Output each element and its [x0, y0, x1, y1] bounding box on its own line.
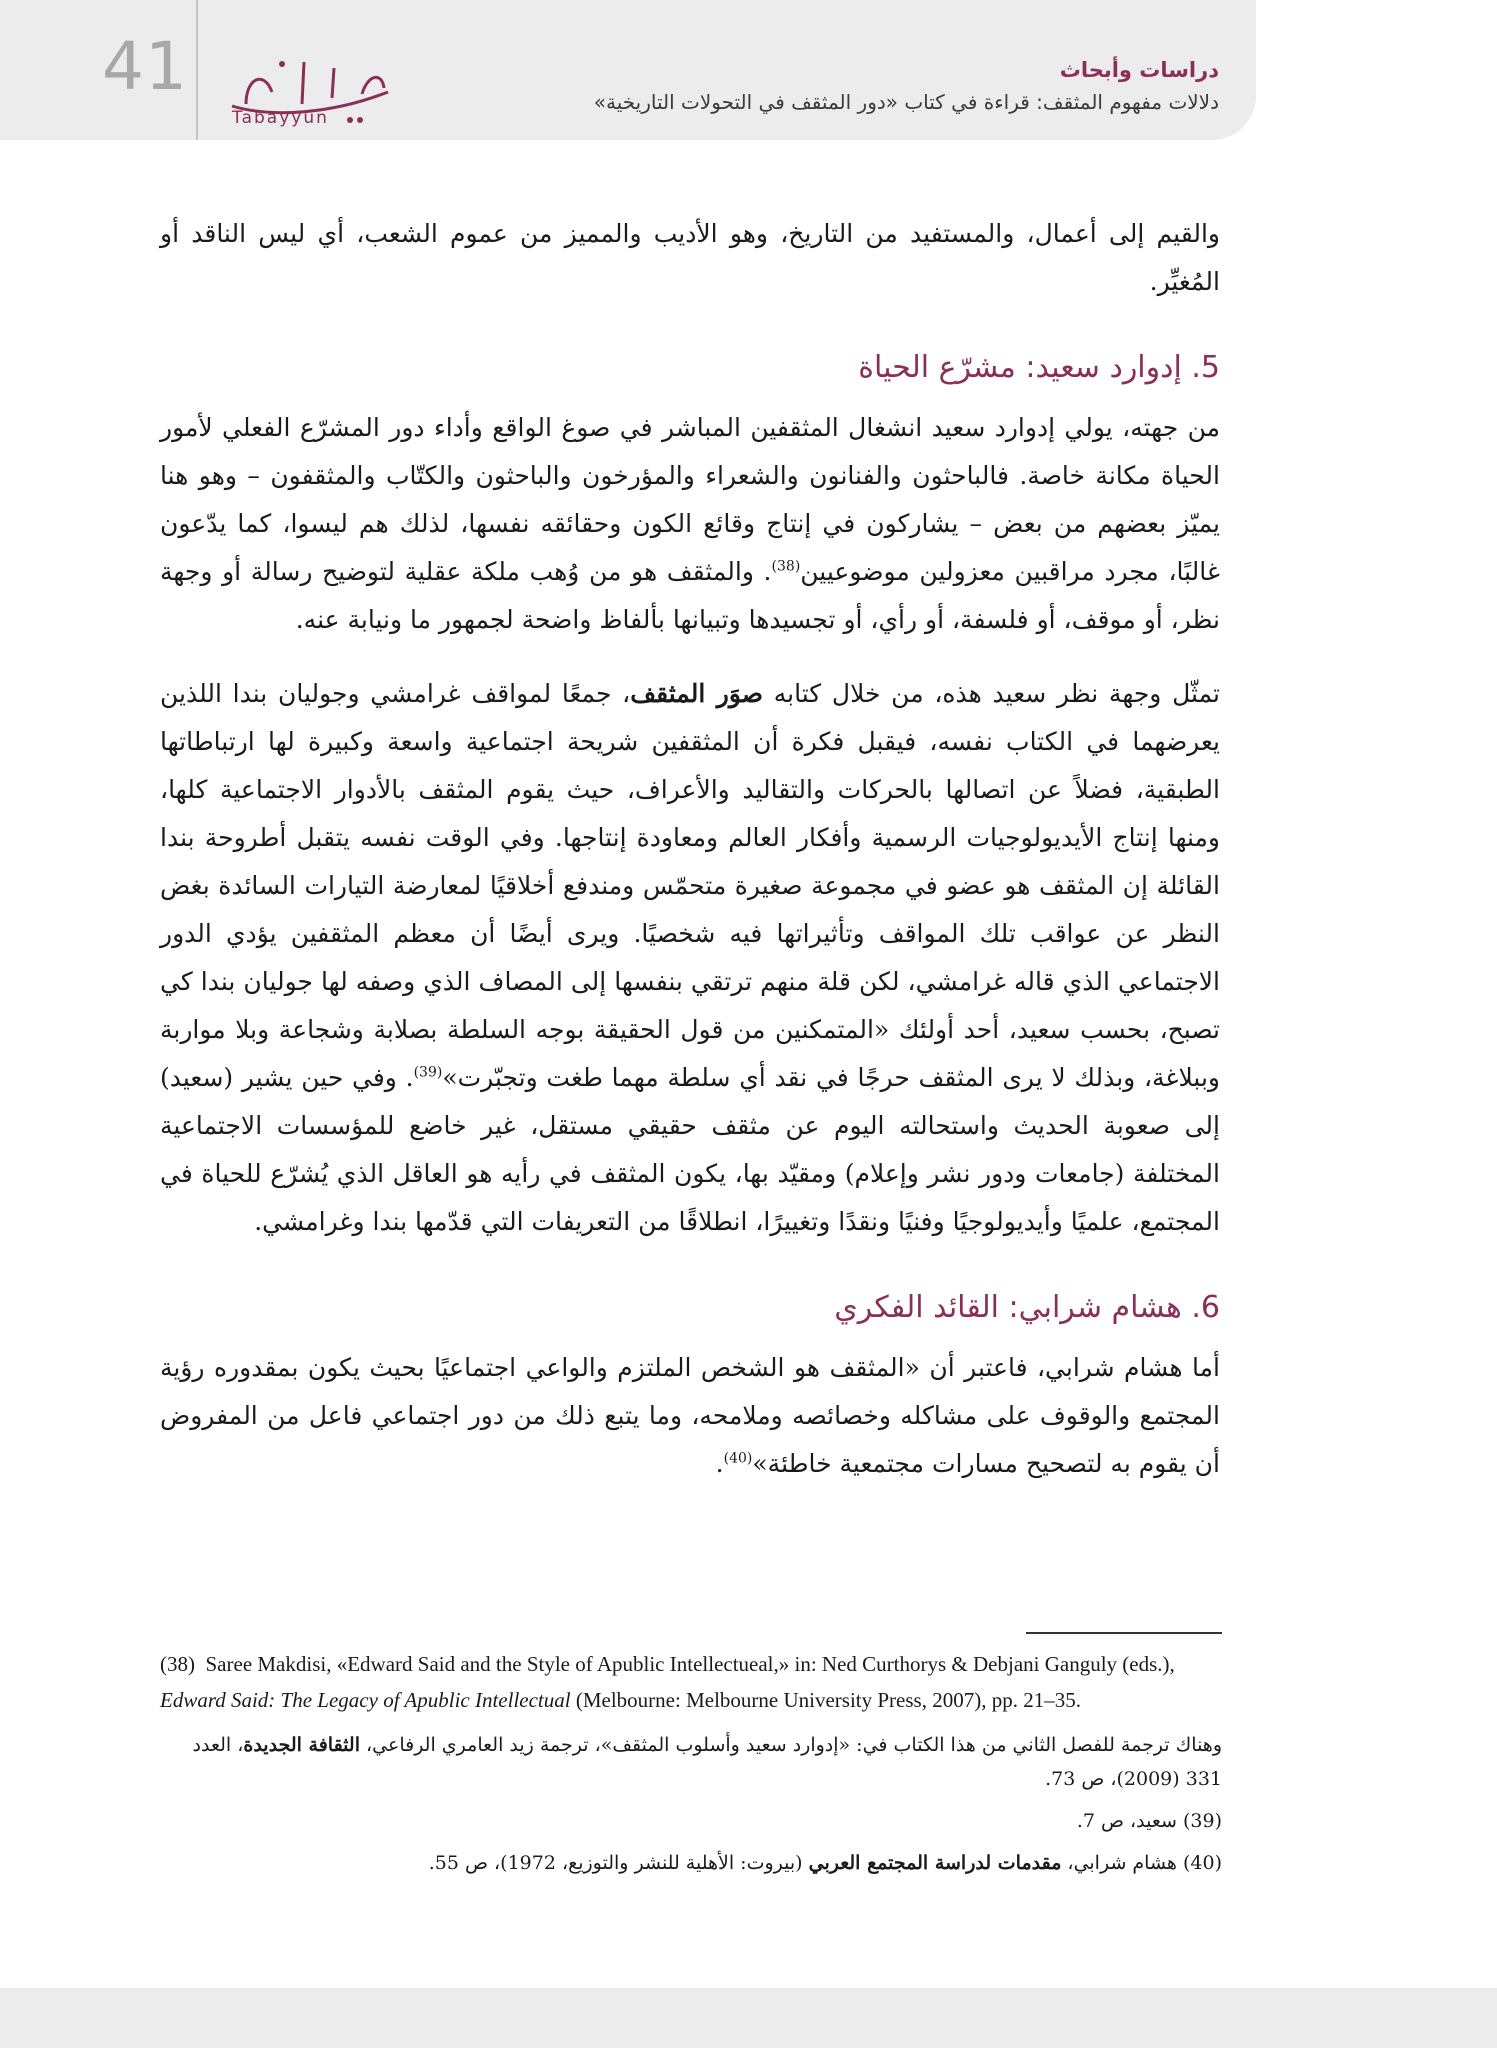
paragraph-text: أما هشام شرابي، فاعتبر أن «المثقف هو الشخص الملتزم والواعي اجتماعيًا بحيث يكون بمقدوره رؤية المجتمع والوقوف على مشاكله وخصائصه وملامحه، وما يتبع ذلك من دور اجتماعي فاعل من المفروض أن يقوم به لتصحيح مسارات مجتمعية خاطئة»	[160, 1353, 1220, 1478]
paragraph-text: تمثّل وجهة نظر سعيد هذه، من خلال كتابه	[763, 679, 1220, 708]
footnote-40	[160, 1846, 1222, 1880]
header-divider	[196, 0, 198, 140]
footnote-38	[160, 1646, 1222, 1718]
footnote-journal-title: الثقافة الجديدة	[243, 1734, 360, 1756]
running-title: دلالات مفهوم المثقف: قراءة في كتاب «دور المثقف في التحولات التاريخية»	[593, 90, 1219, 114]
paragraph-text: .	[715, 1449, 724, 1478]
footnote-text: (بيروت: الأهلية للنشر والتوزيع، 1972)، ص 55.	[428, 1852, 809, 1874]
footnote-text: (Melbourne: Melbourne University Press, 2007), pp. 21–35.	[570, 1688, 1081, 1712]
section-label: دراسات وأبحاث	[1059, 58, 1219, 82]
paragraph-text: . وفي حين يشير (سعيد) إلى صعوبة الحديث واستحالته اليوم عن مثقف حقيقي مستقل، غير خاضع للمؤسسات الاجتماعية المختلفة (جامعات ودور نشر وإعلام) ومقيّد بها، يكون المثقف في رأيه هو العاقل الذي يُشرّع للحياة في المجتمع، علميًا وأيديولوجيًا وفنيًا ونقدًا وتغييرًا، انطلاقًا من التعريفات التي قدّمها بندا وغرامشي.	[160, 1063, 1220, 1236]
footnote-book-title: مقدمات لدراسة المجتمع العربي	[808, 1852, 1062, 1874]
footnote-number: (38)	[160, 1652, 195, 1676]
footnotes	[160, 1646, 1222, 1888]
footer-band	[0, 1988, 1497, 2048]
footnote-ref-39[interactable]: (39)	[413, 1064, 443, 1081]
page-number: 41	[102, 28, 188, 105]
paragraph-said-2	[160, 670, 1220, 1246]
footnote-38-arabic	[160, 1728, 1222, 1796]
section-heading-5: 5. إدوارد سعيد: مشرّع الحياة	[858, 350, 1220, 385]
paragraph-said-1	[160, 404, 1220, 644]
footnote-ref-38[interactable]: (38)	[771, 558, 801, 575]
paragraph-text: من جهته، يولي إدوارد سعيد انشغال المثقفين المباشر في صوغ الواقع وأداء دور المشرّع الفعلي لأمور الحياة مكانة خاصة. فالباحثون والفنانون والشعراء والمؤرخون والباحثون والكتّاب والمثقفون – وهو هنا يميّز بعضهم من بعض – يشاركون في إنتاج وقائع الكون وحقائقه نفسها، لذلك هم ليسوا، كما يدّعون غالبًا، مجرد مراقبين معزولين موضوعيين	[160, 413, 1220, 586]
paragraph-text: ، جمعًا لمواقف غرامشي وجوليان بندا اللذين يعرضهما في الكتاب نفسه، فيقبل فكرة أن المثقفين شريحة اجتماعية واسعة وكبيرة لها ارتباطاتها الطبقية، فضلاً عن اتصالها بالحركات والتقاليد والأعراف، حيث يقوم المثقف بالأدوار الاجتماعية كلها، ومنها إنتاج الأيديولوجيات الرسمية وأفكار العالم ومعاودة إنتاجها. وفي الوقت نفسه يتقبل أطروحة بندا القائلة إن المثقف هو عضو في مجموعة صغيرة متحمّس ومندفع أخلاقيًا لمعارضة التيارات السائدة بغض النظر عن عواقب تلك المواقف وتأثيراتها فيه شخصيًا. ويرى أيضًا أن معظم المثقفين يؤدي الدور الاجتماعي الذي قاله غرامشي، لكن قلة منهم ترتقي بنفسها إلى المصاف الذي وصفه لها جوليان بندا كي تصبح، بحسب سعيد، أحد أولئك «المتمكنين من قول الحقيقة بوجه السلطة بصلابة وشجاعة وبلا مواربة وببلاغة، وبذلك لا يرى المثقف حرجًا في نقد أي سلطة مهما طغت وتجبّرت»	[160, 679, 1220, 1092]
footnote-text: ، العدد 331 (2009)، ص 73.	[192, 1734, 1222, 1790]
paragraph-text: . والمثقف هو من وُهب ملكة عقلية لتوضيح رسالة أو وجهة نظر، أو موقف، أو فلسفة، أو رأي، أو تجسيدها وتبيانها بألفاظ واضحة لجمهور ما ونيابة عنه.	[160, 557, 1220, 634]
footnote-rule	[1026, 1632, 1222, 1634]
paragraph-sharabi	[160, 1344, 1220, 1488]
footnote-text: (40) هشام شرابي،	[1061, 1852, 1222, 1874]
paragraph-continuation	[160, 210, 1220, 306]
logo-latin-text: Tabayyun	[232, 108, 329, 128]
footnote-text: وهناك ترجمة للفصل الثاني من هذا الكتاب في: «إدوارد سعيد وأسلوب المثقف»، ترجمة زيد العامري الرفاعي،	[359, 1734, 1222, 1756]
footnote-book-title: Edward Said: The Legacy of Apublic Intellectual	[160, 1688, 571, 1712]
article-body	[160, 210, 1220, 1514]
footnote-ref-40[interactable]: (40)	[723, 1450, 753, 1467]
book-title: صوَر المثقف	[630, 679, 764, 708]
footnote-text: Saree Makdisi, «Edward Said and the Style of Apublic Intellectueal,» in: Ned Curthorys & Debjani Ganguly (eds.),	[205, 1652, 1175, 1676]
footnote-39: (39) سعيد، ص 7.	[1076, 1810, 1222, 1832]
paragraph-text: والقيم إلى أعمال، والمستفيد من التاريخ، وهو الأديب والمميز من عموم الشعب، أي ليس الناقد أو المُغيِّر.	[160, 219, 1220, 296]
section-heading-6: 6. هشام شرابي: القائد الفكري	[834, 1290, 1220, 1325]
